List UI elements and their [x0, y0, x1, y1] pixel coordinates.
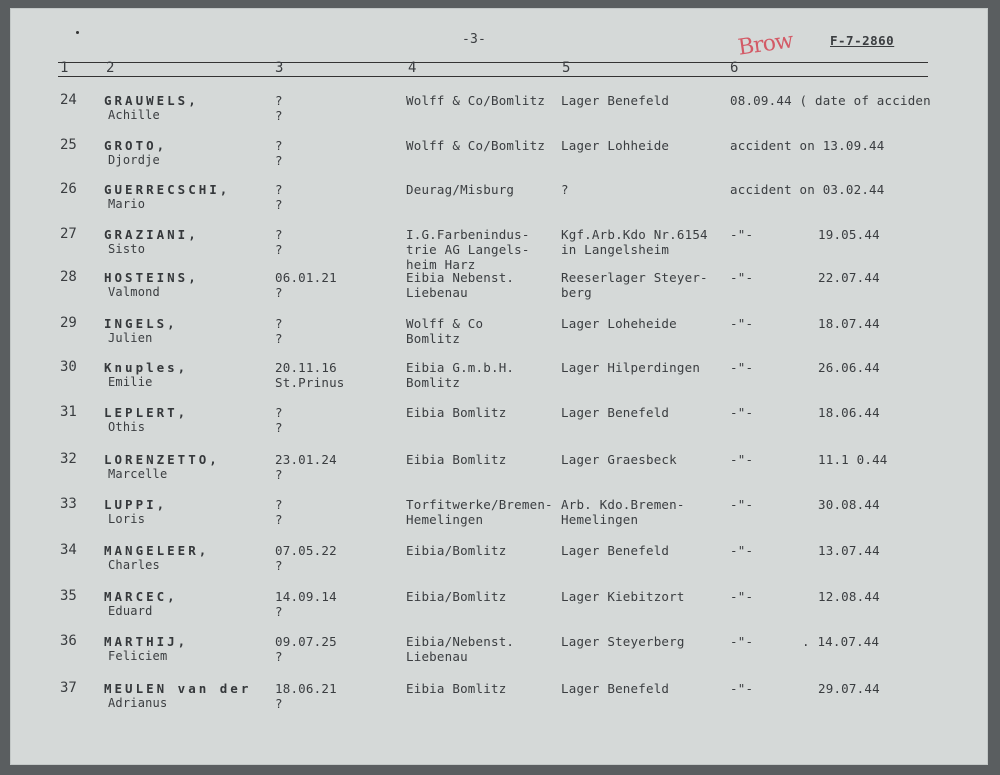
accident-date: 08.09.44 ( date of acciden — [730, 93, 931, 108]
surname: MANGELEER, — [104, 543, 210, 558]
camp-line-1: Kgf.Arb.Kdo Nr.6154 — [561, 227, 708, 242]
row-number: 33 — [60, 496, 77, 512]
employer-line-1: I.G.Farbenindus- — [406, 227, 530, 242]
camp-line-1: Lager Benefeld — [561, 93, 670, 108]
row-number: 31 — [60, 404, 77, 420]
employer-line-1: Wolff & Co/Bomlitz — [406, 138, 546, 153]
row-number: 30 — [60, 359, 77, 375]
employer-line-1: Wolff & Co/Bomlitz — [406, 93, 546, 108]
header-rule-bottom — [58, 76, 928, 77]
date-of-birth: 14.09.14 — [275, 589, 337, 604]
surname: GUERRECSCHI, — [104, 182, 231, 197]
first-name: Mario — [108, 197, 146, 211]
first-name: Othis — [108, 420, 146, 434]
date-of-birth: ? — [275, 182, 283, 197]
date-of-birth: ? — [275, 316, 283, 331]
column-header-6: 6 — [730, 60, 739, 76]
date-of-birth: 07.05.22 — [275, 543, 337, 558]
date-of-birth: ? — [275, 405, 283, 420]
ditto-mark: -"- — [730, 316, 754, 331]
ditto-mark: -"- — [730, 405, 754, 420]
camp-line-1: Arb. Kdo.Bremen- — [561, 497, 685, 512]
date-of-birth: 09.07.25 — [275, 634, 337, 649]
surname: Knuples, — [104, 360, 189, 375]
first-name: Marcelle — [108, 467, 168, 481]
place-of-birth: ? — [275, 197, 283, 212]
accident-date: 29.07.44 — [818, 681, 880, 696]
accident-date: accident on 13.09.44 — [730, 138, 885, 153]
accident-date: 30.08.44 — [818, 497, 880, 512]
ditto-mark: -"- — [730, 270, 754, 285]
surname: MEULEN van der — [104, 681, 252, 696]
ditto-mark: -"- — [730, 589, 754, 604]
date-of-birth: 20.11.16 — [275, 360, 337, 375]
accident-date: 11.1 0.44 — [818, 452, 888, 467]
employer-line-1: Eibia/Bomlitz — [406, 589, 507, 604]
employer-line-1: Eibia Nebenst. — [406, 270, 515, 285]
first-name: Julien — [108, 331, 153, 345]
place-of-birth: ? — [275, 696, 283, 711]
accident-date: 18.06.44 — [818, 405, 880, 420]
camp-line-1: ? — [561, 182, 569, 197]
ditto-mark: -"- — [730, 360, 754, 375]
ditto-mark: -"- — [730, 543, 754, 558]
camp-line-2: Hemelingen — [561, 512, 639, 527]
camp-line-1: Lager Lohheide — [561, 138, 670, 153]
camp-line-1: Lager Benefeld — [561, 405, 670, 420]
employer-line-1: Torfitwerke/Bremen- — [406, 497, 553, 512]
surname: MARCEC, — [104, 589, 178, 604]
row-number: 34 — [60, 542, 77, 558]
place-of-birth: ? — [275, 512, 283, 527]
surname: INGELS, — [104, 316, 178, 331]
date-of-birth: 18.06.21 — [275, 681, 337, 696]
accident-date: 13.07.44 — [818, 543, 880, 558]
punch-mark — [76, 31, 79, 34]
employer-line-2: Hemelingen — [406, 512, 484, 527]
date-of-birth: ? — [275, 93, 283, 108]
employer-line-2: trie AG Langels- — [406, 242, 530, 257]
camp-line-1: Lager Steyerberg — [561, 634, 685, 649]
camp-line-1: Lager Benefeld — [561, 681, 670, 696]
accident-date: 12.08.44 — [818, 589, 880, 604]
row-number: 27 — [60, 226, 77, 242]
accident-date: 22.07.44 — [818, 270, 880, 285]
surname: LORENZETTO, — [104, 452, 220, 467]
employer-line-2: Bomlitz — [406, 331, 461, 346]
first-name: Emilie — [108, 375, 153, 389]
row-number: 24 — [60, 92, 77, 108]
row-number: 37 — [60, 680, 77, 696]
surname: GROTO, — [104, 138, 168, 153]
employer-line-1: Eibia G.m.b.H. — [406, 360, 515, 375]
camp-line-1: Lager Loheheide — [561, 316, 677, 331]
place-of-birth: ? — [275, 604, 283, 619]
place-of-birth: ? — [275, 467, 283, 482]
camp-line-2: berg — [561, 285, 592, 300]
camp-line-1: Reeserlager Steyer- — [561, 270, 708, 285]
ditto-mark: -"- — [730, 681, 754, 696]
accident-date: 19.05.44 — [818, 227, 880, 242]
place-of-birth: ? — [275, 420, 283, 435]
column-header-5: 5 — [562, 60, 571, 76]
first-name: Loris — [108, 512, 146, 526]
place-of-birth: ? — [275, 153, 283, 168]
accident-date: . 14.07.44 — [802, 634, 880, 649]
date-of-birth: ? — [275, 138, 283, 153]
row-number: 25 — [60, 137, 77, 153]
place-of-birth: ? — [275, 558, 283, 573]
surname: LEPLERT, — [104, 405, 189, 420]
place-of-birth: ? — [275, 285, 283, 300]
employer-line-1: Eibia/Nebenst. — [406, 634, 515, 649]
first-name: Eduard — [108, 604, 153, 618]
employer-line-2: Bomlitz — [406, 375, 461, 390]
accident-date: accident on 03.02.44 — [730, 182, 885, 197]
first-name: Achille — [108, 108, 160, 122]
employer-line-1: Wolff & Co — [406, 316, 484, 331]
employer-line-3: heim Harz — [406, 257, 476, 272]
date-of-birth: ? — [275, 497, 283, 512]
first-name: Sisto — [108, 242, 146, 256]
camp-line-1: Lager Hilperdingen — [561, 360, 701, 375]
date-of-birth: 06.01.21 — [275, 270, 337, 285]
employer-line-2: Liebenau — [406, 285, 468, 300]
page-number: -3- — [462, 32, 487, 47]
column-header-4: 4 — [408, 60, 417, 76]
ditto-mark: -"- — [730, 452, 754, 467]
camp-line-1: Lager Kiebitzort — [561, 589, 685, 604]
row-number: 28 — [60, 269, 77, 285]
employer-line-1: Deurag/Misburg — [406, 182, 515, 197]
row-number: 32 — [60, 451, 77, 467]
accident-date: 26.06.44 — [818, 360, 880, 375]
place-of-birth: ? — [275, 108, 283, 123]
document-reference: F-7-2860 — [830, 33, 895, 48]
row-number: 35 — [60, 588, 77, 604]
column-header-3: 3 — [275, 60, 284, 76]
accident-date: 18.07.44 — [818, 316, 880, 331]
row-number: 26 — [60, 181, 77, 197]
employer-line-1: Eibia Bomlitz — [406, 452, 507, 467]
date-of-birth: ? — [275, 227, 283, 242]
camp-line-2: in Langelsheim — [561, 242, 670, 257]
place-of-birth: ? — [275, 331, 283, 346]
header-rule-top — [58, 62, 928, 63]
surname: MARTHIJ, — [104, 634, 189, 649]
first-name: Feliciem — [108, 649, 168, 663]
handwritten-stamp: Brow — [736, 28, 795, 61]
place-of-birth: ? — [275, 242, 283, 257]
place-of-birth: St.Prinus — [275, 375, 345, 390]
column-header-1: 1 — [60, 60, 69, 76]
surname: GRAZIANI, — [104, 227, 199, 242]
date-of-birth: 23.01.24 — [275, 452, 337, 467]
first-name: Djordje — [108, 153, 160, 167]
employer-line-1: Eibia Bomlitz — [406, 405, 507, 420]
camp-line-1: Lager Benefeld — [561, 543, 670, 558]
surname: HOSTEINS, — [104, 270, 199, 285]
first-name: Valmond — [108, 285, 160, 299]
camp-line-1: Lager Graesbeck — [561, 452, 677, 467]
place-of-birth: ? — [275, 649, 283, 664]
employer-line-1: Eibia Bomlitz — [406, 681, 507, 696]
ditto-mark: -"- — [730, 634, 754, 649]
first-name: Adrianus — [108, 696, 168, 710]
row-number: 36 — [60, 633, 77, 649]
ditto-mark: -"- — [730, 227, 754, 242]
column-header-2: 2 — [106, 60, 115, 76]
first-name: Charles — [108, 558, 160, 572]
employer-line-1: Eibia/Bomlitz — [406, 543, 507, 558]
row-number: 29 — [60, 315, 77, 331]
ditto-mark: -"- — [730, 497, 754, 512]
surname: GRAUWELS, — [104, 93, 199, 108]
employer-line-2: Liebenau — [406, 649, 468, 664]
surname: LUPPI, — [104, 497, 168, 512]
